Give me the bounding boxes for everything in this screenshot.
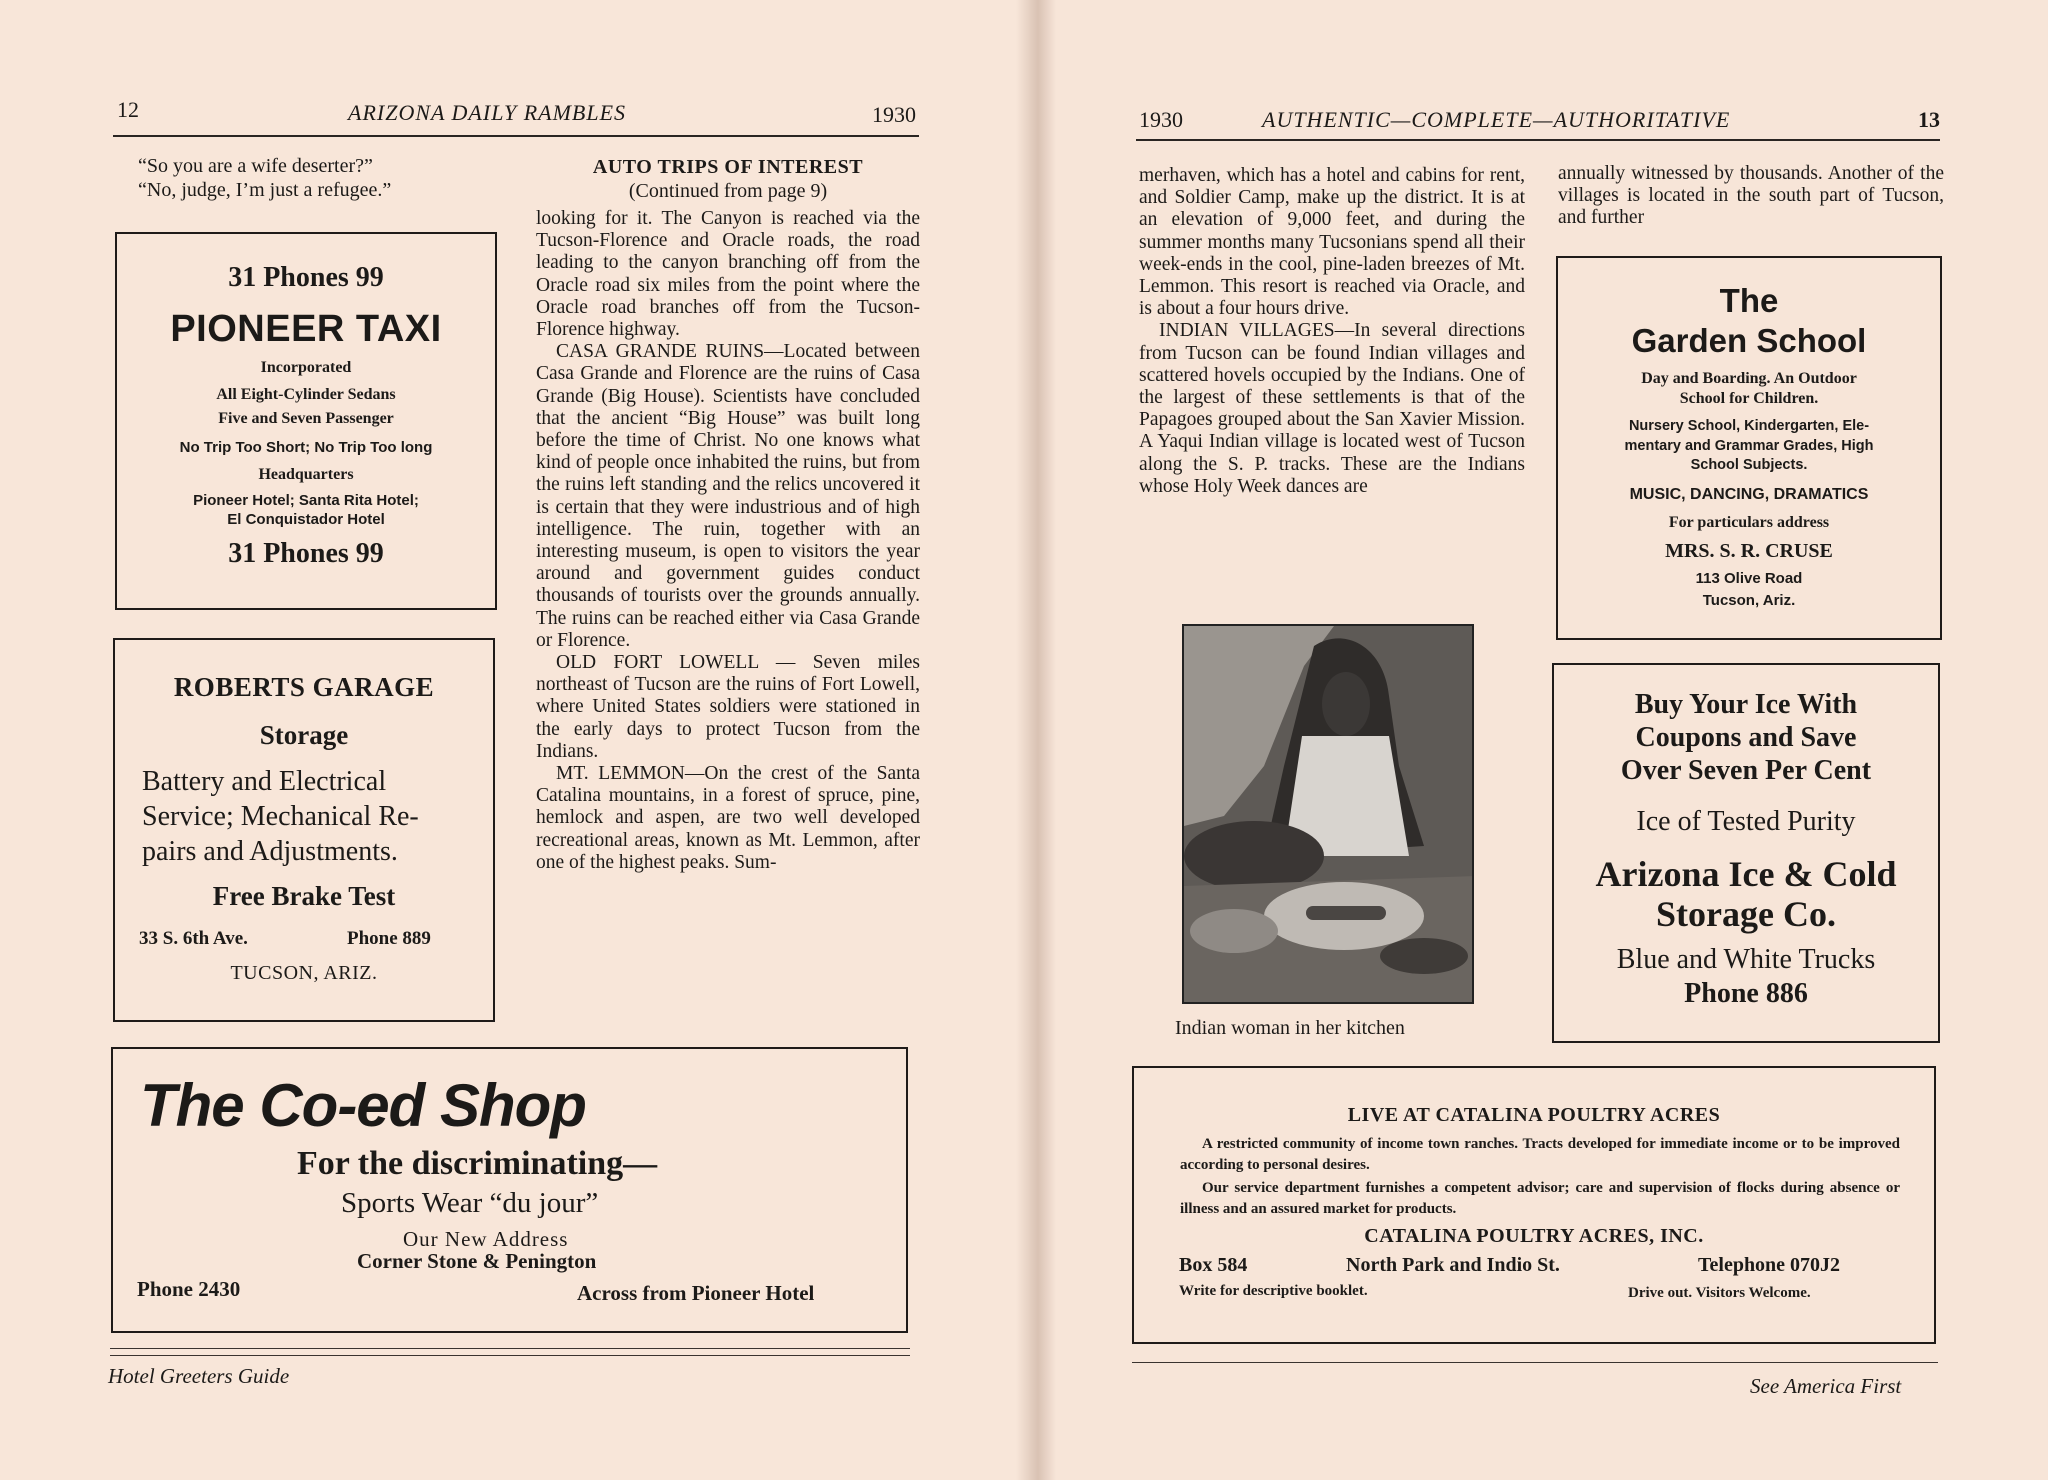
left-year: 1930 xyxy=(872,102,916,127)
article-heading: AUTO TRIPS OF INTEREST xyxy=(592,156,864,178)
right-header-rule xyxy=(1136,139,1940,141)
coed-shop-ad xyxy=(111,1047,908,1333)
school-street: 113 Olive Road xyxy=(1695,570,1803,587)
right-col2-body xyxy=(1558,163,1944,230)
ice-company-1: Arizona Ice & Cold xyxy=(1595,854,1897,894)
pioneer-taxi-ad xyxy=(115,232,497,610)
ice-line3: Over Seven Per Cent xyxy=(1620,755,1872,786)
right-col2-paragraph: annually witnessed by thousands. Another of the villages is located in the south part of Tucson, and further xyxy=(1558,163,1944,229)
garage-address: 33 S. 6th Ave. xyxy=(139,928,248,949)
joke-line: “No, judge, I’m just a refugee.” xyxy=(138,179,392,201)
taxi-hotels-1: Pioneer Hotel; Santa Rita Hotel; xyxy=(193,492,419,509)
article-paragraph: looking for it. The Canyon is reached via the Tucson-Florence and Oracle roads, the road leading to the canyon branching off from the Oracle road six miles from the point where the Oracle road branches off from the Tucson-Florence highway. xyxy=(536,208,920,341)
taxi-phones-top: 31 Phones 99 xyxy=(228,262,384,293)
arizona-ice-ad xyxy=(1552,663,1940,1043)
taxi-trip: No Trip Too Short; No Trip Too long xyxy=(179,439,433,456)
article-paragraph: CASA GRANDE RUINS—Located between Casa Grande and Florence are the ruins of Casa Grande (Big House). Scientists have concluded that the ancient “Big House” was built long before the time of Christ. No one knows what kind of people once inhabited the ruins, but from the ruins left standing and the relics uncovered it is certain that they were industrious and of high intelligence. The ruin, together with an interesting museum, is open to visitors the year around and government guides conduct thousands of tourists over the grounds annually. The ruins can be reached either via Casa Grande or Florence. xyxy=(536,341,920,651)
indian-woman-photo xyxy=(1182,624,1474,1004)
taxi-name: PIONEER TAXI xyxy=(170,308,442,350)
ice-phone: Phone 886 xyxy=(1684,978,1808,1009)
right-running-title: AUTHENTIC—COMPLETE—AUTHORITATIVE xyxy=(1262,107,1731,132)
left-header-rule xyxy=(113,135,919,137)
school-city: Tucson, Ariz. xyxy=(1702,592,1796,609)
left-footer: Hotel Greeters Guide xyxy=(108,1364,290,1388)
left-footer-rule xyxy=(110,1348,910,1349)
left-footer-rule-2 xyxy=(110,1355,910,1356)
ice-trucks: Blue and White Trucks xyxy=(1616,944,1876,975)
article-continued: (Continued from page 9) xyxy=(628,180,828,202)
garage-city: TUCSON, ARIZ. xyxy=(230,962,378,984)
taxi-sedans: All Eight-Cylinder Sedans xyxy=(216,386,396,403)
garage-brake: Free Brake Test xyxy=(212,881,396,911)
poultry-para2: Our service department furnishes a competent advisor; care and supervision of flocks during absence or illness and an assured market for products. xyxy=(1180,1180,1900,1217)
ice-line1: Buy Your Ice With xyxy=(1634,689,1858,720)
coed-sports: Sports Wear “du jour” xyxy=(341,1187,599,1219)
left-page-number: 12 xyxy=(117,97,139,122)
coed-tagline: For the discriminating— xyxy=(297,1145,658,1182)
right-year: 1930 xyxy=(1139,107,1183,132)
poultry-write: Write for descriptive booklet. xyxy=(1179,1283,1368,1299)
poultry-telephone: Telephone 070J2 xyxy=(1698,1254,1841,1276)
garage-phone: Phone 889 xyxy=(347,928,431,949)
ice-company-2: Storage Co. xyxy=(1656,894,1836,934)
photo-caption: Indian woman in her kitchen xyxy=(1175,1017,1405,1039)
coed-phone: Phone 2430 xyxy=(137,1277,241,1301)
school-particulars: For particulars address xyxy=(1668,514,1830,531)
garage-storage: Storage xyxy=(259,720,349,750)
right-paragraph: merhaven, which has a hotel and cabins for rent, and Soldier Camp, make up the district. It is at an elevation of 9,000 feet, and during the summer months many Tucsonians spend all their week-ends in the cool, pine-laden breezes of Mt. Lemmon. This resort is reached via Oracle, and is about a four hours drive. xyxy=(1139,165,1525,320)
coed-name: The Co-ed Shop xyxy=(140,1072,586,1139)
coed-new-address: Our New Address xyxy=(403,1227,569,1251)
poultry-heading: LIVE AT CATALINA POULTRY ACRES xyxy=(1347,1104,1721,1126)
right-footer-rule xyxy=(1132,1362,1938,1363)
garage-service xyxy=(142,764,472,869)
garage-service-line: Service; Mechanical Re- xyxy=(142,801,419,832)
joke xyxy=(138,154,391,202)
right-col1-body xyxy=(1139,165,1525,498)
left-running-title: ARIZONA DAILY RAMBLES xyxy=(348,100,627,125)
garden-school-ad xyxy=(1556,256,1942,640)
school-the: The xyxy=(1719,282,1779,319)
book-gutter xyxy=(1016,0,1056,1480)
coed-across: Across from Pioneer Hotel xyxy=(577,1281,815,1305)
taxi-passenger: Five and Seven Passenger xyxy=(218,410,394,427)
ice-line2: Coupons and Save xyxy=(1635,722,1857,753)
garage-name: ROBERTS GARAGE xyxy=(173,672,435,702)
article-body xyxy=(536,208,920,874)
right-page-number: 13 xyxy=(1918,107,1940,132)
poultry-drive: Drive out. Visitors Welcome. xyxy=(1628,1285,1811,1301)
poultry-para1: A restricted community of income town ranches. Tracts developed for immediate income or to be improved according to personal desires. xyxy=(1180,1136,1900,1173)
photo-illustration xyxy=(1184,626,1474,1004)
school-arts: MUSIC, DANCING, DRAMATICS xyxy=(1629,486,1869,503)
school-name: Garden School xyxy=(1631,322,1867,359)
right-paragraph: INDIAN VILLAGES—In several directions from Tucson can be found Indian villages and scattered hovels occupied by the Indians. One of the largest of these settlements is that of the Papagoes grouped about the San Xavier Mission. A Yaqui Indian village is located west of Tucson along the S. P. tracks. These are the Indians whose Holy Week dances are xyxy=(1139,320,1525,497)
garage-service-line: Battery and Electrical xyxy=(142,766,387,797)
taxi-headquarters: Headquarters xyxy=(258,466,354,483)
poultry-box: Box 584 xyxy=(1179,1254,1248,1276)
coed-corner: Corner Stone & Penington xyxy=(357,1249,597,1273)
poultry-company: CATALINA POULTRY ACRES, INC. xyxy=(1364,1225,1704,1247)
right-footer: See America First xyxy=(1750,1374,1902,1398)
school-line1: Day and Boarding. An Outdoor xyxy=(1641,370,1857,387)
school-line5: School Subjects. xyxy=(1690,457,1808,473)
taxi-incorporated: Incorporated xyxy=(260,359,352,376)
ice-purity: Ice of Tested Purity xyxy=(1636,806,1856,837)
school-line2: School for Children. xyxy=(1679,390,1819,407)
roberts-garage-ad xyxy=(113,638,495,1022)
school-contact: MRS. S. R. CRUSE xyxy=(1665,540,1833,562)
school-line4: mentary and Grammar Grades, High xyxy=(1624,438,1874,454)
taxi-hotels-2: El Conquistador Hotel xyxy=(227,511,385,528)
article-paragraph: MT. LEMMON—On the crest of the Santa Catalina mountains, in a forest of spruce, pine, hemlock and aspen, are two well developed recreational areas, known as Mt. Lemmon, after one of the highest peaks. Sum- xyxy=(536,763,920,873)
catalina-poultry-ad xyxy=(1132,1066,1936,1344)
garage-service-line: pairs and Adjustments. xyxy=(142,836,398,867)
article-paragraph: OLD FORT LOWELL — Seven miles northeast of Tucson are the ruins of Fort Lowell, where United States soldiers were stationed in the early days to protect Tucson from the Indians. xyxy=(536,652,920,762)
joke-line: “So you are a wife deserter?” xyxy=(138,155,373,177)
poultry-street: North Park and Indio St. xyxy=(1346,1254,1560,1276)
taxi-phones-bottom: 31 Phones 99 xyxy=(228,538,384,569)
school-line3: Nursery School, Kindergarten, Ele- xyxy=(1628,418,1870,434)
